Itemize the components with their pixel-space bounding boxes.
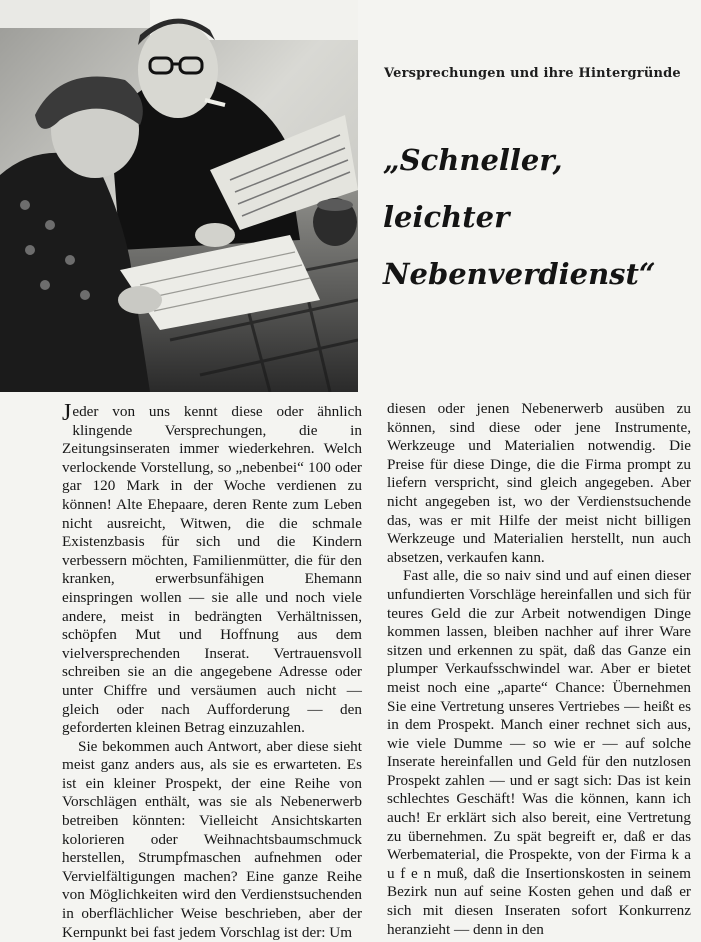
headline-line-3: Nebenverdienst“ [383, 257, 656, 291]
article-photo [0, 0, 358, 392]
dropcap: J [62, 400, 72, 426]
left-paragraph-2: Sie bekommen auch Antwort, aber diese sieht meist ganz anders aus, als sie es erwarteten. Es ist ein kleiner Prospekt, der eine Reihe von Vorschlägen enthält, was sie als Nebenerwerb betreiben könnten: Vielleicht Ansichtskarten kolorieren oder Weihnachtsbaumschmuck herstellen, Strumpfmaschen aufnehmen oder Vervielfältigungen machen? Eine ganze Reihe von Möglichkeiten wird den Verdienstsuchenden in oberflächlicher Weise beschrieben, aber der Kernpunkt bei fast jedem Vorschlag ist der: Um [62, 737, 362, 941]
left-paragraph-1 [62, 400, 362, 738]
right-column [387, 400, 691, 939]
left-column [62, 400, 362, 942]
kicker: Versprechungen und ihre Hintergründe [384, 66, 681, 81]
right-paragraph-2: Fast alle, die so naiv sind und auf einen dieser unfundierten Vorschläge hereinfallen und sich für teures Geld die zur Arbeit notwendigen Dinge kommen lassen, bleiben nachher auf ihrer Ware sitzen und erkennen zu spät, daß das Ganze ein plumper Verkaufsschwindel war. Aber er bietet meist noch eine „aparte“ Chance: Übernehmen Sie eine Vertretung unseres Vertriebes — heißt es in dem Prospekt. Manch einer rechnet sich aus, wie viele Dumme — so wie er — auf solche Inserate hereinfallen und Geld für den nutzlosen Prospekt zahlen — und er sagt sich: Das ist kein schlechtes Geschäft! Was die können, kann ich auch! Er erklärt sich also bereit, eine Vertretung zu übernehmen. Zu spät begreift er, daß er das Werbematerial, die Prospekte, von der Firma k a u f e n muß, daß die Insertionskosten in seinem Bezirk nun auf seine Kosten gehen und daß er sich mit diesen Inseraten sofort Konkurrenz heranzieht — denn in den [387, 567, 691, 938]
headline-line-2: leichter [383, 200, 510, 234]
right-paragraph-1: diesen oder jenen Nebenerwerb ausüben zu können, sind diese oder jene Instrumente, Werkzeuge und Materialien notwendig. Die Preise für diese Dinge, die die Firma prompt zu liefern verspricht, sind gleich angegeben. Aber nicht angegeben ist, wo der Verdienstsuchende das, was er mit Hilfe der meist nicht billigen Werkzeuge und Materialien herstellt, nun auch absetzen, verkaufen kann. [387, 400, 691, 566]
headline-line-1: „Schneller, [383, 143, 563, 177]
left-paragraph-1-text: eder von uns kennt diese oder ähnlich klingende Versprechungen, die in Zeitungsinseraten immer wiederkehren. Welch verlockende Vorstellung, so „nebenbei“ 100 oder gar 120 Mark in der Woche verdienen zu können! Alte Ehepaare, deren Rente zum Leben nicht ausreicht, Witwen, die die schmale Existenzbasis für sich und die Kindern verbessern möchten, Familienmütter, die für den kranken, erwerbsunfähigen Ehemann einspringen wollen — sie alle und noch viele andere, meist in bedrängten Verhältnissen, schöpfen Mut und Hoffnung aus dem vielversprechenden Inserat. Vertrauensvoll schreiben sie an die angegebene Adresse oder unter Chiffre und versäumen auch nicht — gleich oder nach Aufforderung — den geforderten kleinen Betrag einzuzahlen. [62, 403, 362, 737]
headline [383, 132, 693, 303]
photo-illustration [0, 0, 358, 392]
